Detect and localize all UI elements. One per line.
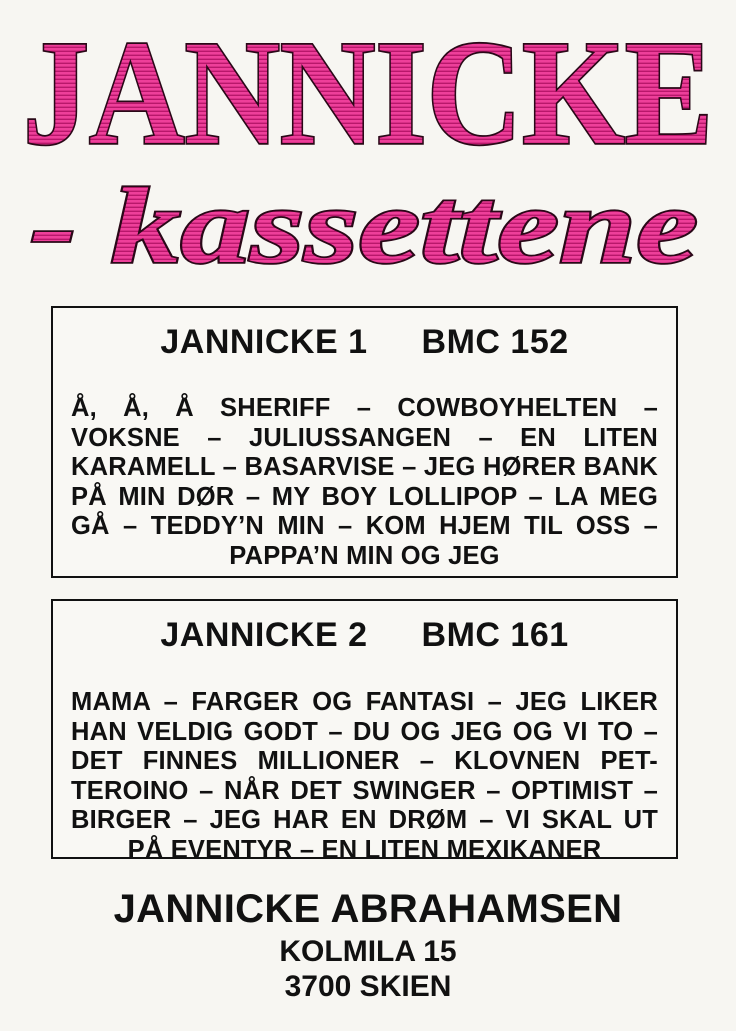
title-line-2: - kassettene <box>30 167 698 286</box>
contact-city: 3700 SKIEN <box>284 970 452 1003</box>
title-graphic <box>0 0 736 290</box>
album-header <box>53 320 676 364</box>
album-box-2 <box>51 599 678 864</box>
album-header <box>53 613 676 657</box>
song-list: Å, Å, Å SHERIFF – COWBOYHELTEN – VOKSNE – JULIUSSANGEN – EN LITEN KARAMELL – BASARVISE – JEG HØRER BANK PÅ MIN DØR – MY BOY LOLLIPOP – LA MEG GÅ – TEDDY’N MIN – KOM HJEM TIL OSS – PAPPA’N MIN OG JEG <box>71 394 658 570</box>
title-line-1: JANNICKE <box>23 10 713 176</box>
album-catalog-number: BMC 152 <box>421 322 569 361</box>
contact-name: JANNICKE ABRAHAMSEN <box>113 887 623 931</box>
song-list: MAMA – FARGER OG FANTASI – JEG LIKER HAN VELDIG GODT – DU OG JEG OG VI TO – DET FINNES MILLIONER – KLOVNEN PET-TEROINO – NÅR DET SWINGER – OPTIMIST – BIRGER – JEG HAR EN DRØM – VI SKAL UT PÅ EVENTYR – EN LITEN MEXIKANER <box>71 688 658 864</box>
album-title: JANNICKE 2 <box>160 615 368 654</box>
album-catalog-number: BMC 161 <box>421 615 569 654</box>
album-title: JANNICKE 1 <box>160 322 368 361</box>
contact-street: KOLMILA 15 <box>279 935 457 968</box>
album-box-1 <box>51 306 678 578</box>
